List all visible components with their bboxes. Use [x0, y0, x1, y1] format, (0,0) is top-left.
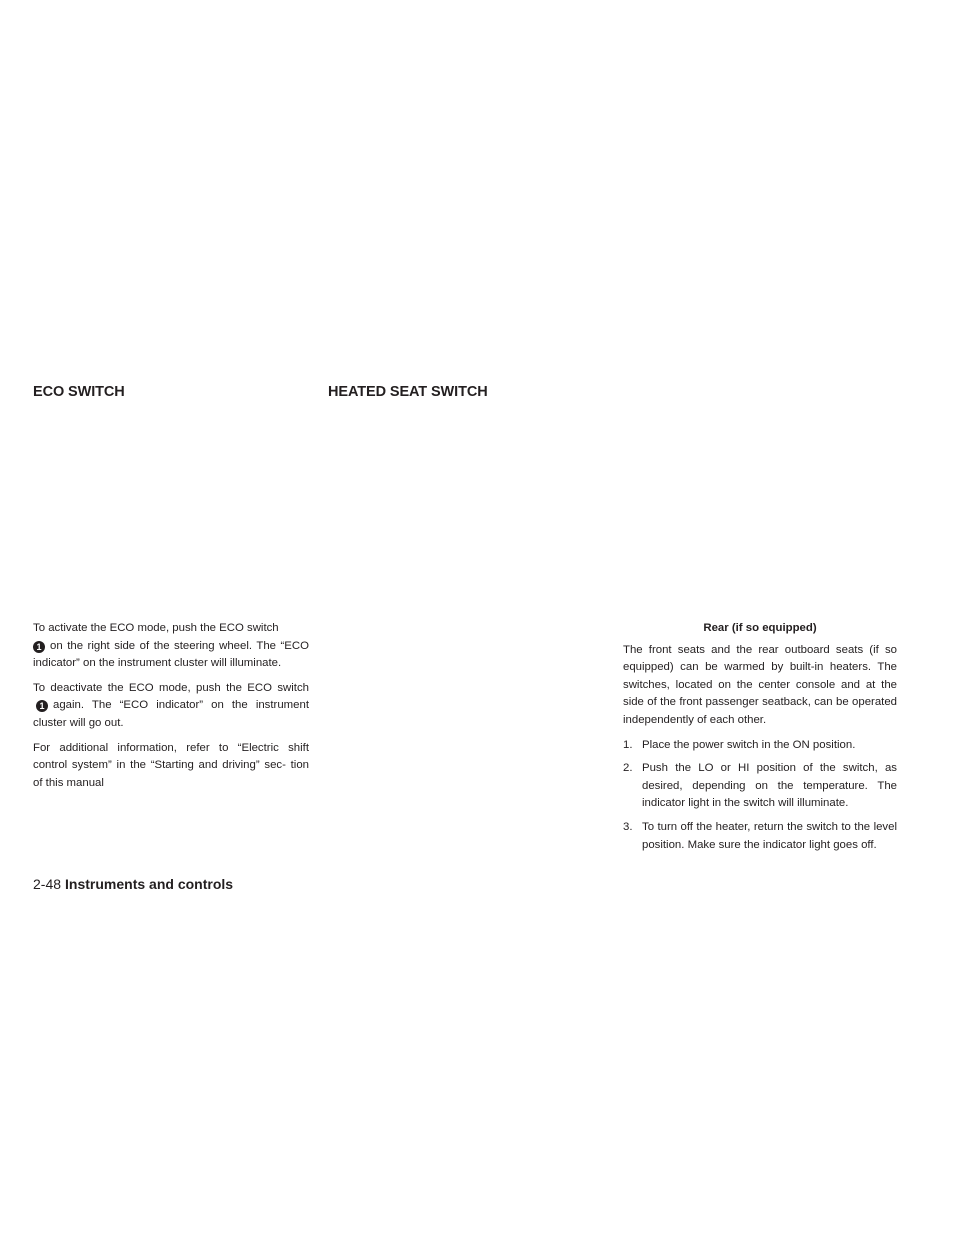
eco-deactivate-paragraph — [33, 680, 309, 733]
page-footer — [33, 876, 233, 892]
rear-subheading: Rear (if so equipped) — [703, 622, 817, 634]
step-text: Place the power switch in the ON position. — [642, 738, 856, 751]
section-title: Instruments and controls — [65, 876, 234, 892]
step-number: 1. — [623, 738, 633, 751]
heated-seat-switch-heading: HEATED SEAT SWITCH — [328, 384, 488, 400]
eco-activate-text-end: on the right side of the steering wheel. The “ECO indicator” on the instrument cluster will illuminate. — [33, 639, 309, 670]
heated-seat-steps — [623, 737, 897, 855]
heated-seat-body — [623, 620, 897, 860]
eco-reference-paragraph: For additional information, refer to “Electric shift control system” in the “Starting and driving” sec- tion of this manual — [33, 741, 309, 789]
step-text: Push the LO or HI position of the switch, as desired, depending on the temperature. The indicator light in the switch will illuminate. — [642, 762, 897, 810]
heated-seat-intro: The front seats and the rear outboard seats (if so equipped) can be warmed by built-in heaters. The switches, located on the center console and at the side of the front passenger seatback, can be operated independently of each other. — [623, 643, 897, 726]
callout-1-icon: 1 — [36, 700, 48, 712]
eco-deactivate-text-start: To deactivate the ECO mode, push the ECO switch — [33, 681, 309, 694]
callout-1-icon: 1 — [33, 641, 45, 653]
step-text: To turn off the heater, return the switch to the level position. Make sure the indicator light goes off. — [642, 820, 897, 851]
step-number: 3. — [623, 820, 633, 833]
eco-switch-body — [33, 620, 309, 799]
page-number: 2-48 — [33, 876, 62, 892]
eco-switch-heading: ECO SWITCH — [33, 384, 125, 400]
list-item — [623, 760, 897, 813]
eco-activate-paragraph — [33, 620, 309, 673]
list-item — [623, 737, 897, 755]
step-number: 2. — [623, 762, 633, 775]
eco-activate-text-start: To activate the ECO mode, push the ECO switch — [33, 622, 279, 634]
eco-deactivate-text-end: again. The “ECO indicator” on the instrument cluster will go out. — [33, 699, 309, 729]
list-item — [623, 819, 897, 854]
